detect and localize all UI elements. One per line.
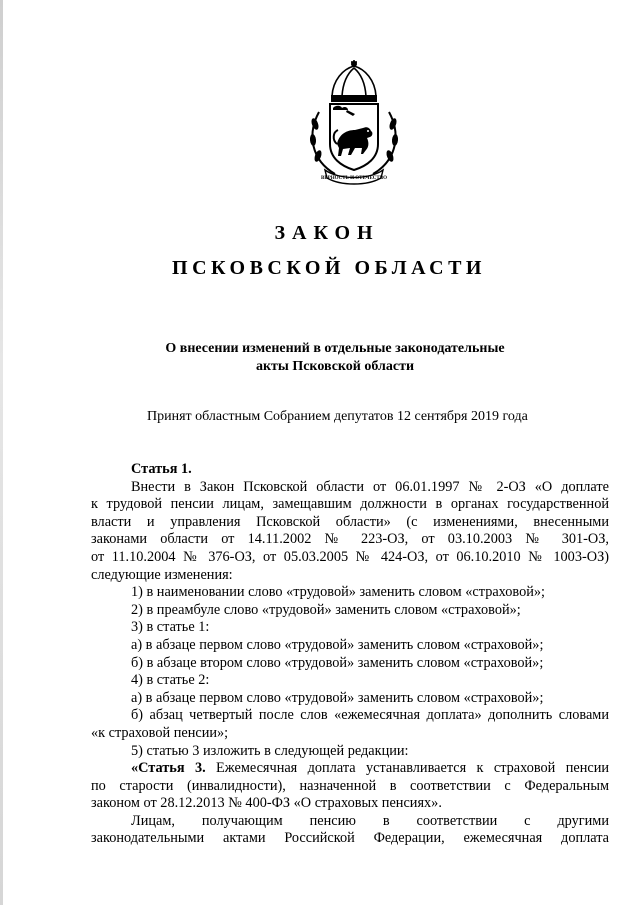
coat-of-arms-emblem — [297, 52, 412, 186]
scan-edge — [0, 0, 3, 905]
quoted-article-line — [91, 760, 609, 778]
quoted-article-text: Ежемесячная доплата устанавливается к страховой пенсии — [205, 760, 609, 777]
subtitle-line-2: акты Псковской области — [255, 359, 415, 374]
list-item: 1) в наименовании слово «трудовой» заменить словом «страховой»; — [131, 584, 546, 601]
adoption-note: Принят областным Собранием депутатов 12 сентября 2019 года — [147, 409, 528, 424]
body-line: Внести в Закон Псковской области от 06.01.1997 № 2-ОЗ «О доплате — [131, 478, 609, 495]
law-subtitle — [0, 340, 640, 376]
document-title-region: ПСКОВСКОЙ ОБЛАСТИ — [172, 257, 486, 279]
quoted-article-line: по старости (инвалидности), назначенной в соответствии с Федеральным — [91, 777, 609, 794]
list-item: 4) в статье 2: — [131, 672, 210, 689]
list-item: а) в абзаце первом слово «трудовой» заменить словом «страховой»; — [131, 636, 544, 653]
body-line: власти и управления Псковской области» (с изменениями, внесенными — [91, 513, 609, 530]
subtitle-line-1: О внесении изменений в отдельные законодательные — [165, 341, 505, 356]
list-item: 5) статью 3 изложить в следующей редакции: — [131, 742, 409, 759]
motto-text: ВЕРНОСТЬ И ОТЕЧЕСТВО — [321, 176, 387, 181]
list-item: 3) в статье 1: — [131, 619, 210, 636]
document-body — [91, 461, 609, 848]
list-item: б) абзац четвертый после слов «ежемесячная доплата» дополнить словами — [131, 707, 609, 724]
body-line: от 11.10.2004 № 376-ОЗ, от 05.03.2005 № 424-ОЗ, от 06.10.2010 № 1003-ОЗ) — [91, 548, 609, 565]
quoted-article-line: законом от 28.12.2013 № 400-ФЗ «О страховых пенсиях». — [91, 795, 442, 812]
list-item: а) в абзаце первом слово «трудовой» заменить словом «страховой»; — [131, 689, 544, 706]
quoted-article-heading: «Статья 3. — [131, 760, 206, 777]
body-line: к трудовой пенсии лицам, замещавшим должности в органах государственной — [91, 496, 609, 513]
body-line: следующие изменения: — [91, 566, 233, 583]
list-item: 2) в преамбуле слово «трудовой» заменить словом «страховой»; — [131, 601, 521, 618]
list-item: б) в абзаце втором слово «трудовой» заменить словом «страховой»; — [131, 654, 544, 671]
body-line: законами области от 14.11.2002 № 223-ОЗ, от 03.10.2003 № 301-ОЗ, — [91, 531, 609, 548]
document-title: ЗАКОН — [274, 222, 380, 244]
list-item-continuation: «к страховой пенсии»; — [91, 724, 229, 741]
body-line: Лицам, получающим пенсию в соответствии с другими — [131, 812, 609, 829]
article-heading: Статья 1. — [131, 461, 192, 477]
body-line: законодательными актами Российской Федерации, ежемесячная доплата — [91, 830, 609, 847]
